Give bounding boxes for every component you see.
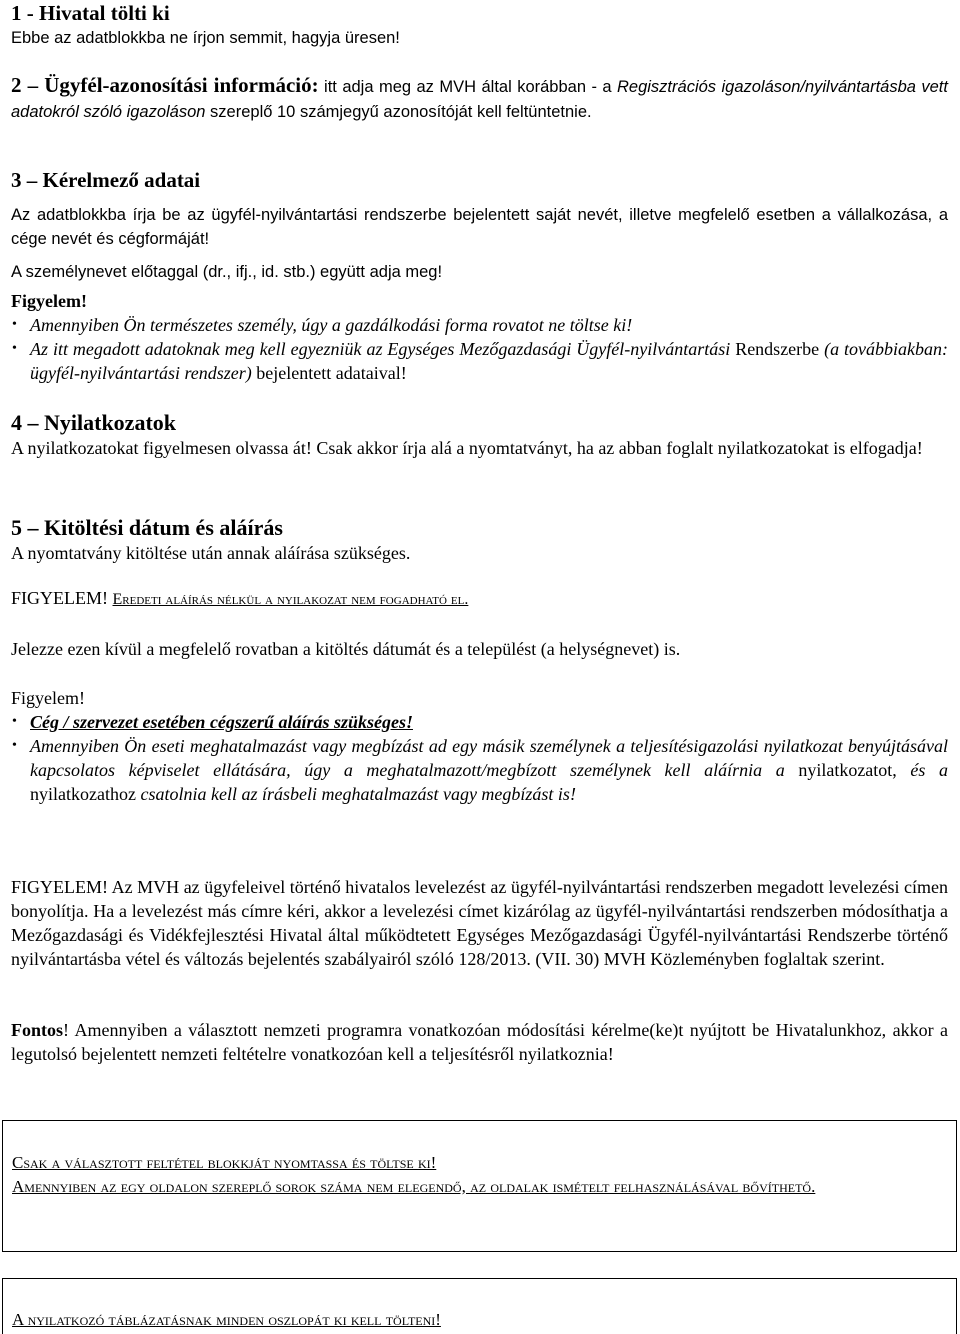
bullet-icon: • [12, 317, 17, 332]
section-5 [11, 514, 948, 806]
list-item [11, 734, 948, 806]
section-2-paragraph [11, 73, 948, 124]
section-3 [11, 167, 948, 385]
section-3-paragraph-1: Az adatblokkba írja be az ügyfél-nyilvántartási rendszerbe bejelentett saját nevét, illetve megfelelő esetben a vállalkozása, a cége nevét és cégformáját! [11, 206, 948, 248]
section-2 [11, 73, 948, 124]
instruction-box-2 [2, 1278, 957, 1334]
section-5-heading: 5 – Kitöltési dátum és aláírás [11, 515, 283, 540]
bullet-icon: • [12, 341, 17, 356]
section-2-text-3: szereplő 10 számjegyű azonosítóját kell feltüntetnie. [205, 103, 592, 121]
important-notice-label: Fontos [11, 1020, 64, 1040]
section-1 [11, 0, 948, 50]
important-notice-paragraph [11, 1018, 948, 1066]
section-3-bullet-2-plain-2: bejelentett adataival! [251, 363, 407, 383]
section-3-bullet-2-plain-1: Rendszerbe [730, 339, 825, 359]
section-5-date-text: Jelezze ezen kívül a megfelelő rovatban a kitöltés dátumát és a települést (a helységnevet) is. [11, 639, 681, 659]
section-3-bullet-1: Amennyiben Ön természetes személy, úgy a gazdálkodási forma rovatot ne töltse ki! [30, 315, 633, 335]
section-2-text-italic: Regisztrációs igazoláson/nyilvántartásba vett adatokról szóló igazoláson [11, 78, 948, 121]
instruction-box-1-line-1: Csak a választott feltétel blokkját nyomtassa és töltse ki! [12, 1153, 437, 1172]
mvh-notice-label: FIGYELEM! [11, 877, 108, 897]
section-5-text: A nyomtatvány kitöltése után annak aláírása szükséges. [11, 543, 411, 563]
section-5-warning-label: FIGYELEM! [11, 588, 108, 608]
instruction-box-1-line-2: Amennyiben az egy oldalon szereplő sorok száma nem elegendő, az oldalak ismételt felhasználásával bővíthető. [12, 1177, 816, 1196]
list-item [11, 710, 948, 734]
bullet-icon: • [12, 738, 17, 753]
section-5-warning: Figyelem! [11, 688, 85, 708]
section-5-bullet-1: Cég / szervezet esetében cégszerű aláírás szükséges! [30, 712, 413, 732]
section-2-heading: 2 – Ügyfél-azonosítási információ: [11, 73, 319, 97]
section-3-heading: 3 – Kérelmező adatai [11, 168, 201, 192]
section-5-bullet-2-e: csatolnia kell az írásbeli meghatalmazást vagy megbízást is! [140, 784, 576, 804]
section-3-bullet-2-italic-1: Az itt megadott adatoknak meg kell egyezniük az Egységes Mezőgazdasági Ügyfél-nyilvántartási [30, 339, 731, 359]
section-1-text: Ebbe az adatblokkba ne írjon semmit, hagyja üresen! [11, 29, 400, 47]
section-5-bullet-2-d: nyilatkozathoz [30, 784, 141, 804]
section-5-bullet-2-c: és a [910, 760, 948, 780]
section-5-bullet-list [11, 710, 948, 806]
section-4-heading: 4 – Nyilatkozatok [11, 410, 176, 435]
bullet-icon: • [12, 714, 17, 729]
instruction-box-2-line-1: A nyilatkozó táblázatásnak minden oszlopát ki kell tölteni! [12, 1310, 441, 1329]
section-3-paragraph-2: A személynevet előtaggal (dr., ifj., id. stb.) együtt adja meg! [11, 263, 443, 281]
list-item [11, 337, 948, 385]
section-5-warning-line [11, 586, 948, 612]
list-item [11, 313, 948, 337]
section-4-text: A nyilatkozatokat figyelmesen olvassa át! Csak akkor írja alá a nyomtatványt, ha az abban foglalt nyilatkozatokat is elfogadja! [11, 438, 923, 458]
section-3-bullet-list [11, 313, 948, 385]
instruction-box-1 [2, 1120, 957, 1252]
section-4 [11, 409, 948, 460]
section-5-bullet-2-a: Amennyiben Ön eseti meghatalmazást vagy megbízást ad egy másik személynek a teljesítésigazolási nyilatkozat benyújtásával kapcsolatos képviselet ellátására, úgy a meghatalmazott/megbízott személynek kell aláírnia a [30, 736, 948, 780]
mvh-notice-paragraph [11, 875, 948, 971]
section-1-heading: 1 - Hivatal tölti ki [11, 1, 170, 25]
important-notice [11, 1018, 948, 1066]
section-3-bullet-2-italic-2: (a továbbiakban: ügyfél-nyilvántartási rendszer) [30, 339, 949, 383]
mvh-notice [11, 875, 948, 971]
important-notice-text: ! Amennyiben a választott nemzeti programra vonatkozóan módosítási kérelme(ke)t nyújtott be Hivatalunkhoz, akkor a legutolsó bejelentett nemzeti feltételre vonatkozóan kell a teljesítésről nyilatkoznia! [11, 1020, 948, 1064]
section-3-warning: Figyelem! [11, 291, 87, 311]
mvh-notice-text: Az MVH az ügyfeleivel történő hivatalos levelezést az ügyfél-nyilvántartási rendszerben megadott levelezési címen bonyolítja. Ha a levelezést más címre kéri, akkor a levelezési címet kizárólag az ügyfél-nyilvántartási rendszerben módosíthatja a Mezőgazdasági és Vidékfejlesztési Hivatal által működtetett Egységes Mezőgazdasági Ügyfél-nyilvántartási Rendszerbe történő nyilvántartásba vétel és változás bejelentés szabályairól szóló 128/2013. (VII. 30) MVH Közleményben foglaltak szerint. [11, 877, 948, 969]
section-5-warning-text: Eredeti aláírás nélkül a nyilakozat nem fogadható el. [112, 591, 469, 608]
section-2-text-1: itt adja meg az MVH által korábban - a [318, 78, 617, 96]
section-5-bullet-2-b: nyilatkozatot, [784, 760, 911, 780]
